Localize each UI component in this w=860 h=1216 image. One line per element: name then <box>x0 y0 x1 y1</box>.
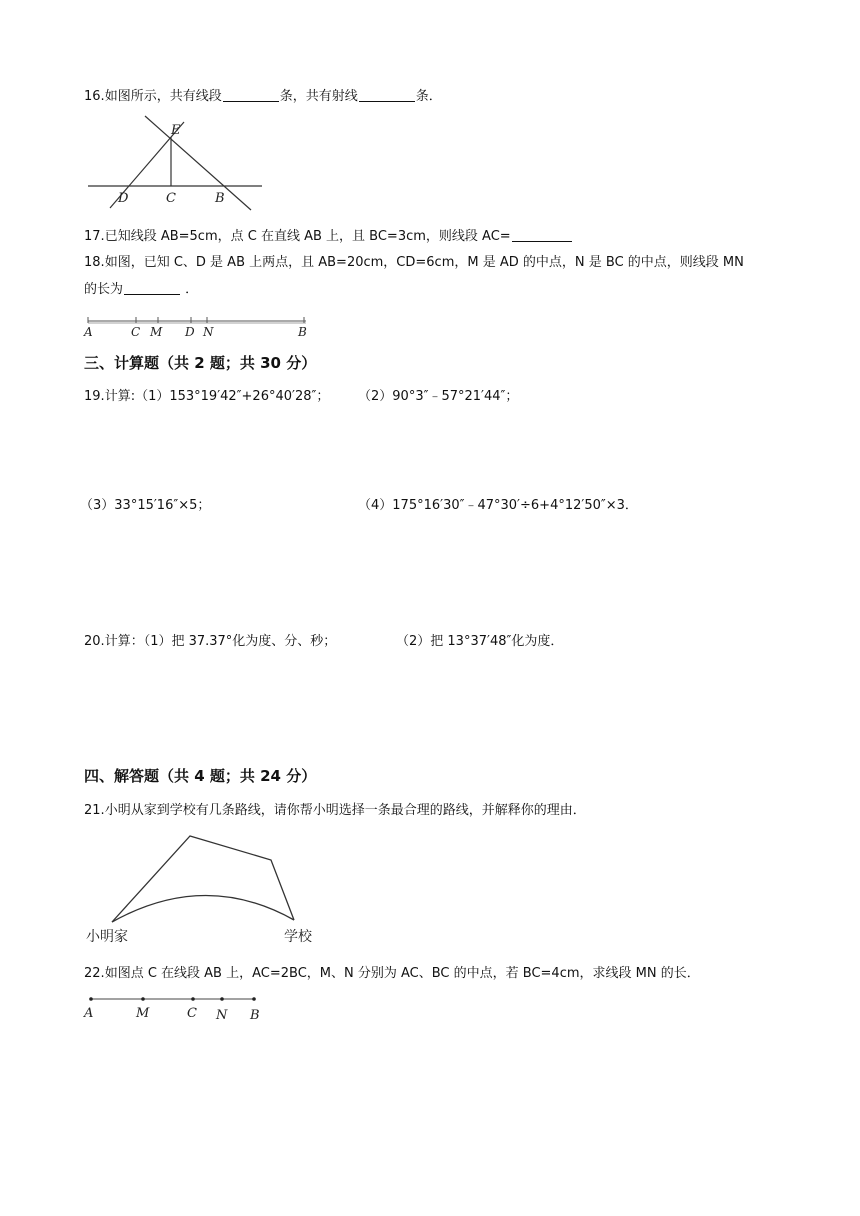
point-B <box>252 997 256 1001</box>
label-home: 小明家 <box>86 929 128 945</box>
question-number: 19. <box>84 389 105 404</box>
section-3-title: 三、计算题（共 2 题；共 30 分） <box>84 354 317 372</box>
question-number: 18. <box>84 255 105 270</box>
label-B: B <box>250 1008 260 1023</box>
question-number: 20. <box>84 634 105 649</box>
question-19-part-3: （3）33°15′16″×5； <box>80 498 211 513</box>
question-number: 17. <box>84 229 105 244</box>
label-C: C <box>131 325 141 339</box>
question-text: 条． <box>415 89 442 104</box>
label-D: D <box>185 325 195 339</box>
label-A: A <box>84 325 93 339</box>
question-text: 条，共有射线 <box>279 89 358 104</box>
question-text: 如图，已知 C、D 是 AB 上两点，且 AB=20cm，CD=6cm，M 是 AD 的中点，N 是 BC 的中点，则线段 MN <box>104 255 744 270</box>
label-N: N <box>203 325 214 339</box>
label-C: C <box>187 1006 197 1021</box>
question-number: 16. <box>84 89 105 104</box>
question-text: ． <box>185 282 199 297</box>
question-19-part-2: （2）90°3″﹣57°21′44″； <box>358 389 519 404</box>
point-N <box>220 997 224 1001</box>
question-text: 小明从家到学校有几条路线，请你帮小明选择一条最合理的路线，并解释你的理由． <box>104 803 586 818</box>
label-A: A <box>84 1006 94 1021</box>
label-M: M <box>136 1006 150 1021</box>
label-M: M <box>150 325 163 339</box>
label-D: D <box>118 191 129 206</box>
label-B: B <box>298 325 307 339</box>
question-text: 计算：（1）把 37.37°化为度、分、秒； <box>104 634 337 649</box>
point-M <box>141 997 145 1001</box>
point-A <box>89 997 93 1001</box>
question-text: 如图所示，共有线段 <box>104 89 222 104</box>
point-C <box>191 997 195 1001</box>
question-text: 如图点 C 在线段 AB 上，AC=2BC，M、N 分别为 AC、BC 的中点，若 BC=4cm，求线段 MN 的长． <box>104 966 700 981</box>
question-text: 的长为 <box>84 282 124 297</box>
label-C: C <box>166 191 176 206</box>
question-number: 22. <box>84 966 105 981</box>
question-number: 21. <box>84 803 105 818</box>
question-20-part-2: （2）把 13°37′48″化为度． <box>396 634 564 649</box>
label-E: E <box>171 123 181 138</box>
label-N: N <box>216 1008 228 1023</box>
label-school: 学校 <box>284 929 312 945</box>
question-text: 计算:（1）153°19′42″+26°40′28″； <box>104 389 330 404</box>
question-19-part-4: （4）175°16′30″﹣47°30′÷6+4°12′50″×3． <box>358 498 638 513</box>
question-text: 已知线段 AB=5cm，点 C 在直线 AB 上，且 BC=3cm，则线段 AC= <box>104 229 511 244</box>
section-4-title: 四、解答题（共 4 题；共 24 分） <box>84 767 317 785</box>
label-B: B <box>215 191 225 206</box>
